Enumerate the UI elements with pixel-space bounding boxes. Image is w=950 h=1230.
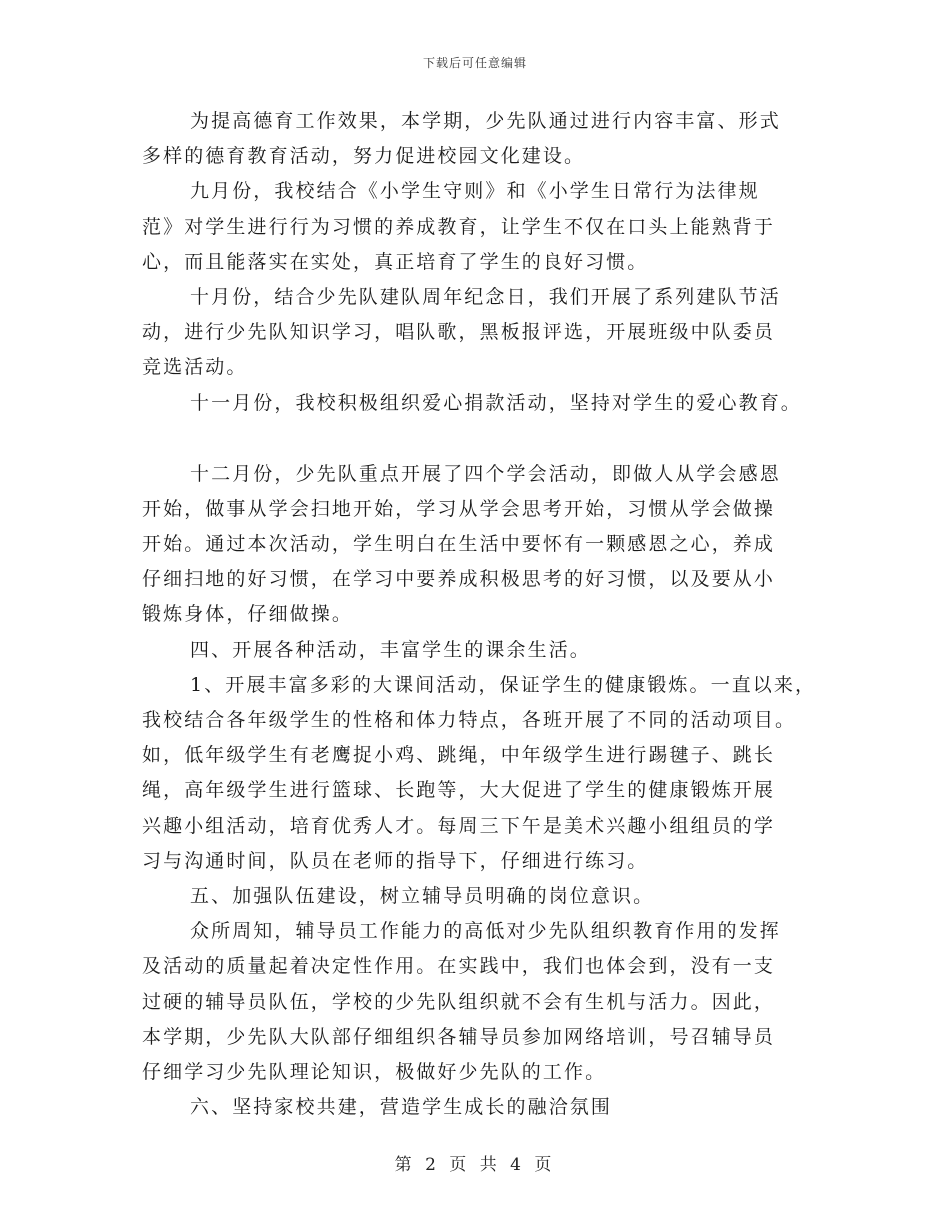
paragraph-3-line-1: 十月份，结合少先队建队周年纪念日，我们开展了系列建队节活 [190, 285, 781, 308]
paragraph-2-line-3: 心，而且能落实在实处，真正培育了学生的良好习惯。 [142, 250, 649, 273]
paragraph-2-line-1: 九月份，我校结合《小学生守则》和《小学生日常行为法律规 [190, 180, 760, 203]
paragraph-9-line-1: 众所周知，辅导员工作能力的高低对少先队组织教育作用的发挥 [190, 920, 781, 943]
paragraph-7-line-6: 习与沟通时间，队员在老师的指导下，仔细进行练习。 [142, 849, 649, 872]
section-heading-4: 四、开展各种活动，丰富学生的课余生活。 [190, 638, 591, 661]
paragraph-5-line-2: 开始，做事从学会扫地开始，学习从学会思考开始，习惯从学会做操 [142, 497, 776, 520]
paragraph-7-line-3: 如，低年级学生有老鹰捉小鸡、跳绳，中年级学生进行踢毽子、跳长 [142, 744, 776, 767]
section-heading-5: 五、加强队伍建设，树立辅导员明确的岗位意识。 [190, 884, 655, 907]
paragraph-9-line-5: 仔细学习少先队理论知识，极做好少先队的工作。 [142, 1060, 607, 1083]
paragraph-1-line-1: 为提高德育工作效果，本学期，少先队通过进行内容丰富、形式 [190, 110, 781, 132]
page-header-note: 下载后可任意编辑 [422, 56, 527, 70]
paragraph-7-line-4: 绳，高年级学生进行篮球、长跑等，大大促进了学生的健康锻炼开展 [142, 779, 776, 802]
section-heading-6: 六、坚持家校共建，营造学生成长的融洽氛围 [190, 1096, 613, 1119]
paragraph-4-line-1: 十一月份，我校积极组织爱心捐款活动，坚持对学生的爱心教育。 [190, 391, 802, 414]
paragraph-7-line-1: 1、开展丰富多彩的大课间活动，保证学生的健康锻炼。一直以来， [190, 673, 817, 696]
paragraph-5-line-1: 十二月份，少先队重点开展了四个学会活动，即做人从学会感恩 [190, 462, 781, 485]
paragraph-1-line-2: 多样的德育教育活动，努力促进校园文化建设。 [142, 145, 586, 168]
paragraph-5-line-4: 仔细扫地的好习惯，在学习中要养成积极思考的好习惯，以及要从小 [142, 568, 776, 591]
paragraph-9-line-2: 及活动的质量起着决定性作用。在实践中，我们也体会到，没有一支 [142, 955, 776, 978]
paragraph-9-line-3: 过硬的辅导员队伍，学校的少先队组织就不会有生机与活力。因此， [142, 990, 776, 1013]
document-body [142, 104, 817, 1125]
paragraph-9-line-4: 本学期，少先队大队部仔细组织各辅导员参加网络培训，号召辅导员 [142, 1025, 776, 1048]
paragraph-3-line-3: 竞选活动。 [142, 356, 248, 379]
paragraph-7-line-5: 兴趣小组活动，培育优秀人才。每周三下午是美术兴趣小组组员的学 [142, 814, 776, 837]
page-number-footer: 第 2 页 共 4 页 [394, 1155, 556, 1175]
paragraph-5-line-5: 锻炼身体，仔细做操。 [142, 603, 354, 626]
paragraph-3-line-2: 动，进行少先队知识学习，唱队歌，黑板报评选，开展班级中队委员 [142, 321, 776, 344]
paragraph-7-line-2: 我校结合各年级学生的性格和体力特点，各班开展了不同的活动项目。 [142, 709, 797, 731]
paragraph-5-line-3: 开始。通过本次活动，学生明白在生活中要怀有一颗感恩之心，养成 [142, 533, 776, 556]
paragraph-2-line-2: 范》对学生进行行为习惯的养成教育，让学生不仅在口头上能熟背于 [142, 215, 776, 238]
